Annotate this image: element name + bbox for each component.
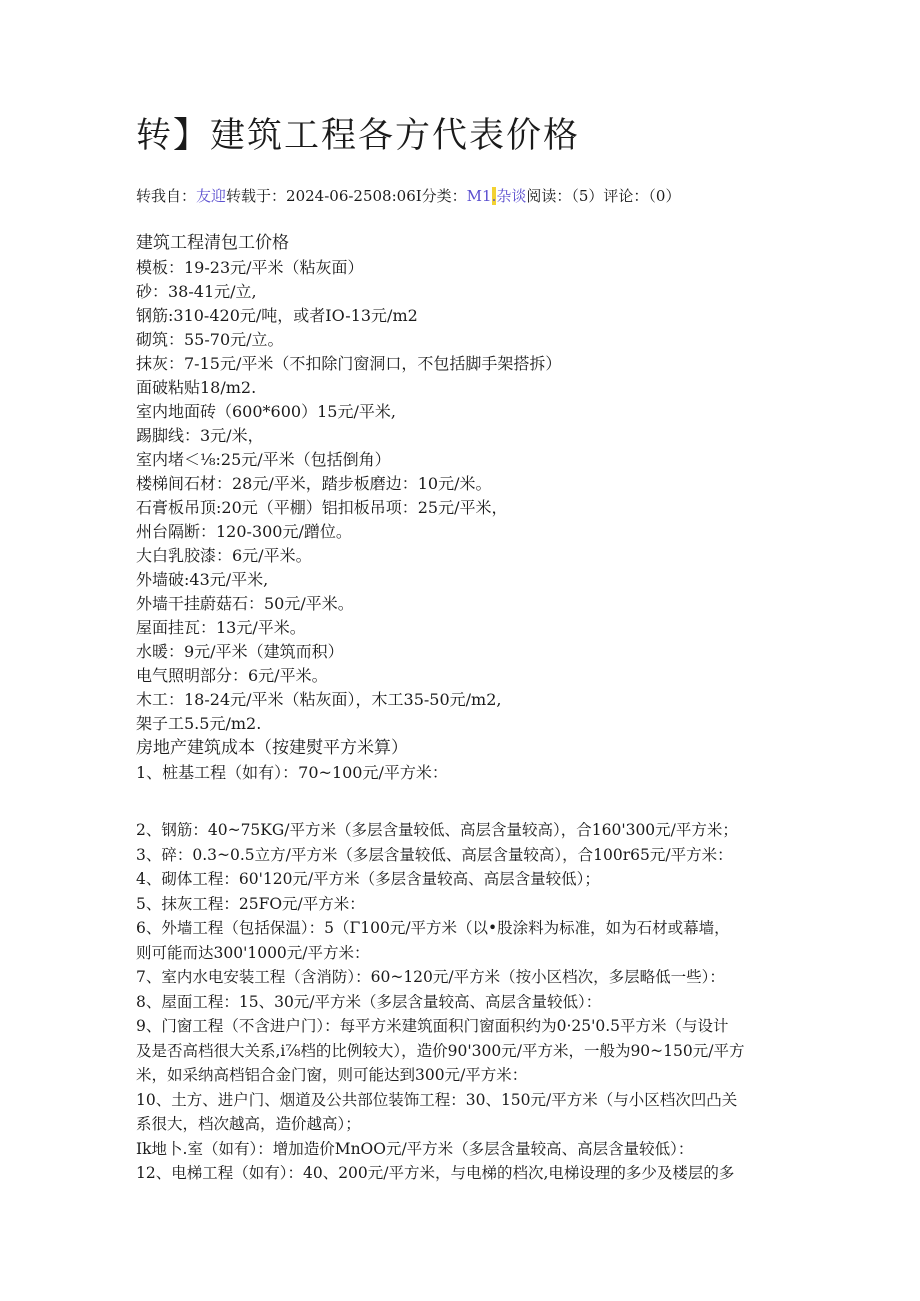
section-heading: 房地产建筑成本（按建熨平方米算） [136, 738, 408, 758]
cost-line: 6、外墙工程（包括保温）：5（Γ100元/平方米（以•股涂料为标准，如为石材或幕墙， [136, 919, 730, 937]
price-line: 电气照明部分：6元/平米。 [136, 666, 328, 685]
section-labor-prices [136, 231, 786, 785]
price-line: 屋面挂瓦：13元/平米。 [136, 618, 306, 637]
cost-line: 系很大，档次越高，造价越高）； [136, 1115, 361, 1133]
cost-line: 米，如采纳高档铝合金门窗，则可能达到300元/平方米： [136, 1066, 528, 1084]
cost-line: 7、室内水电安装工程（含消防）：60~120元/平方米（按小区档次，多层略低一些）： [136, 968, 725, 986]
price-line: 室内堵＜⅛:25元/平米（包括倒角） [136, 450, 391, 469]
meta-stats: 阅读：（5）评论：（0） [526, 187, 681, 205]
cost-line: 1、桩基工程（如有）：70~100元/平方米： [136, 763, 448, 782]
cost-line: 及是否高档很大关系,i⅞档的比例较大），造价90'300元/平方米，一般为90~150元/平方 [136, 1041, 745, 1060]
cost-line: 4、砌体工程：60'120元/平方米（多层含量较高、高层含量较低）； [136, 870, 600, 888]
meta-posted: 转载于：2024-06-2508:06Ⅰ分类： [226, 187, 467, 205]
price-line: 踢脚线：3元/米， [136, 426, 264, 445]
cost-line: 5、抹灰工程：25FO元/平方米： [136, 894, 365, 913]
price-line: 外墙干挂蔚菇石：50元/平米。 [136, 594, 354, 613]
price-line: 州台隔断：120-300元/蹭位。 [136, 522, 352, 541]
price-line: 钢筋:310-420元/吨，或者IO-13元/m2 [136, 306, 418, 325]
article-meta [136, 184, 680, 208]
cost-line: 2、钢筋：40~75KG/平方米（多层含量较低、高层含量较高），合160'300元/平方米； [136, 821, 738, 839]
cost-line: 则可能而达300'1000元/平方米： [136, 943, 370, 962]
price-line: 水暖：9元/平米（建筑而积） [136, 642, 344, 661]
price-line: 抹灰：7-15元/平米（不扣除门窗洞口，不包括脚手架搭拆） [136, 354, 562, 373]
cost-line: 8、屋面工程：15、30元/平方米（多层含量较高、高层含量较低）： [136, 992, 602, 1011]
section-heading: 建筑工程清包工价格 [136, 233, 289, 253]
price-line: 外墙破:43元/平米, [136, 570, 269, 589]
category-link[interactable]: M1.杂谈 [466, 187, 527, 205]
source-link[interactable]: 友迎 [196, 187, 227, 205]
cost-line: Ik地卜.室（如有）：增加造价MnOO元/平方米（多层含量较高、高层含量较低）： [136, 1139, 694, 1158]
price-line: 模板：19-23元/平米（粘灰面） [136, 258, 364, 277]
cost-line: 10、土方、进户门、烟道及公共部位装饰工程：30、150元/平方米（与小区档次凹凸关 [136, 1090, 738, 1109]
article-title: 转】建筑工程各方代表价格 [136, 116, 581, 156]
cost-line: 3、碎：0.3~0.5立方/平方米（多层含量较低、高层含量较高），合100r65元/平方米： [136, 845, 733, 864]
price-line: 架子工5.5元/m2. [136, 714, 262, 733]
cost-line: 12、电梯工程（如有）：40、200元/平方米，与电梯的档次,电梯设理的多少及楼层的多 [136, 1164, 735, 1182]
price-line: 大白乳胶漆：6元/平米。 [136, 546, 312, 565]
meta-prefix: 转我自： [136, 187, 197, 205]
price-line: 木工：18-24元/平米（粘灰面），木工35-50元/m2, [136, 690, 502, 709]
cost-line: 9、门窗工程（不含进户门）：每平方米建筑面积门窗面积约为0·25'0.5平方米（与设计 [136, 1017, 729, 1035]
price-line: 砂：38-41元/立, [136, 282, 257, 301]
price-line: 面破粘贴18/m2. [136, 378, 257, 397]
price-line: 砌筑：55-70元/立。 [136, 330, 284, 349]
price-line: 室内地面砖（600*600）15元/平米, [136, 402, 396, 421]
price-line: 楼梯间石材：28元/平米，踏步板磨边：10元/米。 [136, 474, 492, 493]
section-development-costs [136, 818, 786, 1186]
price-line: 石膏板吊顶:20元（平棚）铝扣板吊项：25元/平米， [136, 498, 508, 517]
